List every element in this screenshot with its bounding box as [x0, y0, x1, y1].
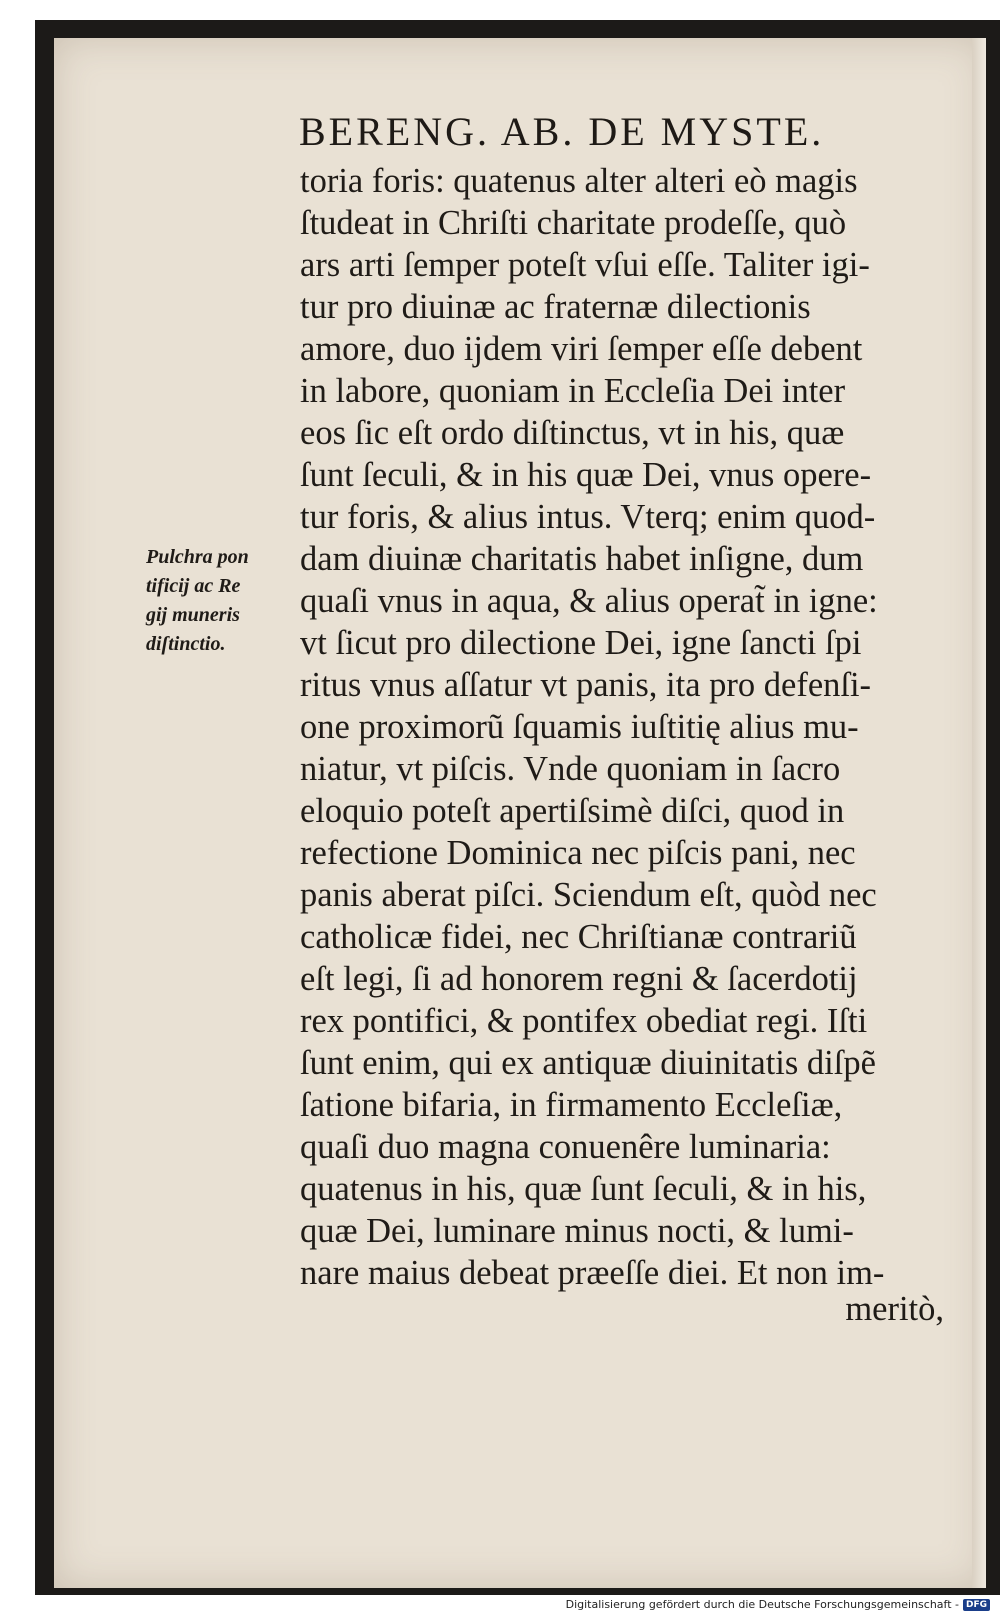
- marginal-note-line: tificij ac Re: [146, 575, 241, 597]
- text-line: one proximorũ ſquamis iuſtitię alius mu-: [300, 708, 859, 746]
- text-line: dam diuinæ charitatis habet inſigne, dum: [300, 540, 864, 578]
- text-line: refectione Dominica nec piſcis pani, nec: [300, 834, 856, 872]
- text-line: ſatione bifaria, in firmamento Eccleſiæ,: [300, 1086, 843, 1124]
- book-page: [54, 38, 986, 1588]
- text-line: quæ Dei, luminare minus nocti, & lumi-: [300, 1212, 854, 1250]
- body-text: [300, 160, 990, 1294]
- digitization-footer: [566, 1598, 990, 1611]
- text-line: eos ſic eſt ordo diſtinctus, vt in his, quæ: [300, 414, 845, 452]
- text-line: ſunt ſeculi, & in his quæ Dei, vnus opere-: [300, 456, 872, 494]
- catchword: meritò,: [845, 1290, 944, 1328]
- text-line: ritus vnus aſſatur vt panis, ita pro defenſi-: [300, 666, 872, 704]
- text-line: niatur, vt piſcis. Vnde quoniam in ſacro: [300, 750, 841, 788]
- text-line: tur foris, & alius intus. Vterq; enim quod-: [300, 498, 876, 536]
- text-line: vt ſicut pro dilectione Dei, igne ſancti ſpi: [300, 624, 862, 662]
- text-line: quaſi vnus in aqua, & alius operat̃ in igne:: [300, 582, 878, 620]
- text-line: ſtudeat in Chriſti charitate prodeſſe, quò: [300, 204, 847, 242]
- text-line: catholicæ fidei, nec Chriſtianæ contrariũ: [300, 918, 857, 956]
- text-line: eloquio poteſt apertiſsimè diſci, quod in: [300, 792, 845, 830]
- text-line: ſunt enim, qui ex antiquæ diuinitatis diſpẽ: [300, 1044, 876, 1082]
- text-line: ars arti ſemper poteſt vſui eſſe. Taliter igi-: [300, 246, 870, 284]
- text-line: tur pro diuinæ ac fraternæ dilectionis: [300, 288, 811, 326]
- text-line: panis aberat piſci. Sciendum eſt, quòd nec: [300, 876, 877, 914]
- text-line: amore, duo ijdem viri ſemper eſſe debent: [300, 330, 863, 368]
- marginal-note: [146, 543, 306, 659]
- text-line: quatenus in his, quæ ſunt ſeculi, & in his,: [300, 1170, 867, 1208]
- footer-text: Digitalisierung gefördert durch die Deutsche Forschungsgemeinschaft -: [565, 1598, 959, 1611]
- marginal-note-line: gij muneris: [146, 604, 240, 626]
- text-line: eſt legi, ſi ad honorem regni & ſacerdotij: [300, 960, 858, 998]
- text-line: quaſi duo magna conuenêre luminaria:: [300, 1128, 831, 1166]
- text-line: toria foris: quatenus alter alteri eò magis: [300, 162, 858, 200]
- text-line: nare maius debeat præeſſe diei. Et non im-: [300, 1254, 885, 1292]
- marginal-note-line: diſtinctio.: [146, 633, 226, 655]
- marginal-note-line: Pulchra pon: [146, 546, 249, 568]
- running-head: BERENG. AB. DE MYSTE.: [299, 109, 825, 154]
- dfg-logo-icon: DFG: [963, 1599, 990, 1611]
- text-line: rex pontifici, & pontifex obediat regi. Iſti: [300, 1002, 868, 1040]
- text-line: in labore, quoniam in Eccleſia Dei inter: [300, 372, 846, 410]
